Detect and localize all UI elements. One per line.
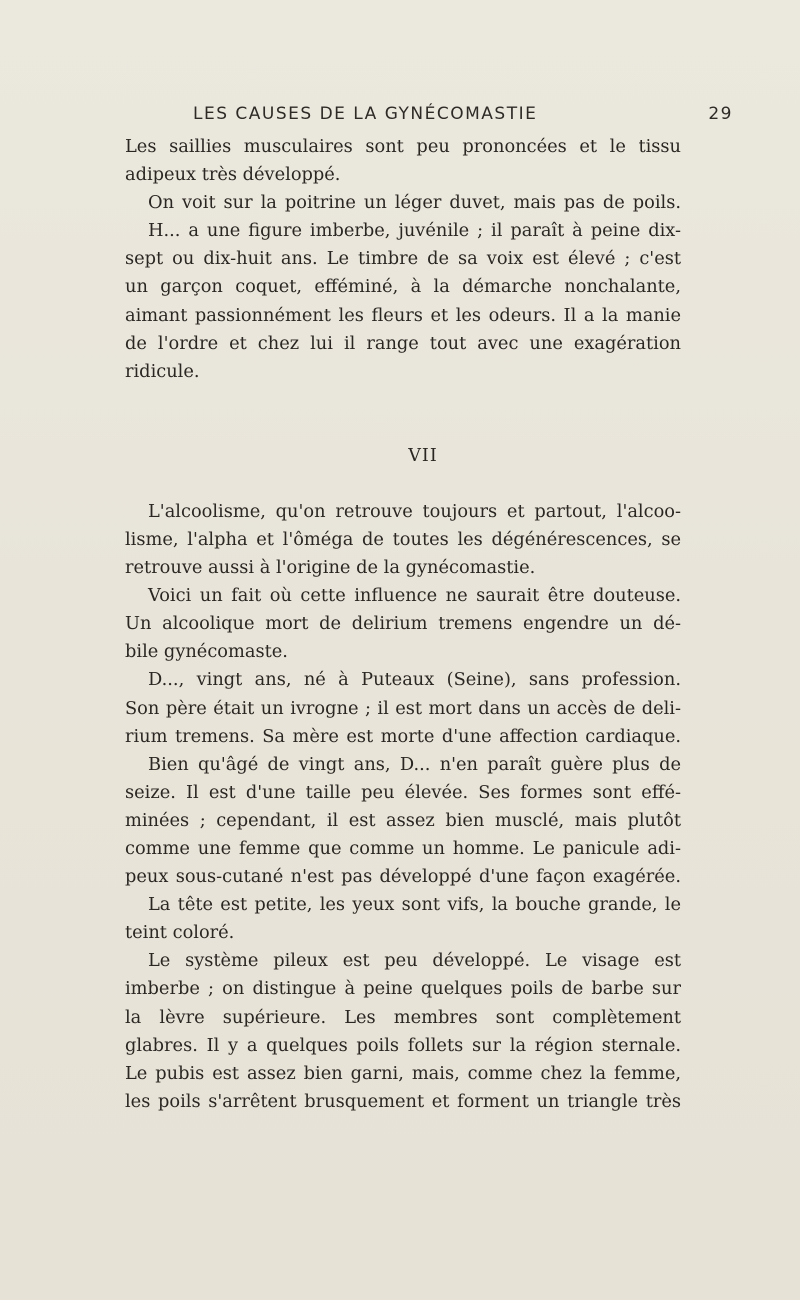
text-line: bile gynécomaste. — [125, 641, 288, 663]
page-number: 29 — [708, 104, 733, 124]
body-text — [125, 133, 681, 1116]
text-line: D..., vingt ans, né à Puteaux (Seine), sans profession. — [148, 669, 681, 691]
text-line: la lèvre supérieure. Les membres sont complètement — [125, 1006, 681, 1028]
text-line: Son père était un ivrogne ; il est mort dans un accès de deli- — [125, 697, 681, 719]
text-line: Les saillies musculaires sont peu prononcées et le tissu — [125, 136, 681, 157]
text-line: H... a une figure imberbe, juvénile ; il paraît à peine dix- — [148, 220, 681, 242]
running-head — [193, 104, 733, 134]
text-line: On voit sur la poitrine un léger duvet, mais pas de poils. — [148, 192, 681, 214]
text-line: adipeux très développé. — [125, 164, 341, 186]
text-line: Voici un fait où cette influence ne saurait être douteuse. — [148, 585, 681, 607]
text-line: un garçon coquet, efféminé, à la démarche nonchalante, — [125, 276, 681, 298]
text-line: les poils s'arrêtent brusquement et forment un triangle très — [125, 1090, 681, 1112]
text-line: retrouve aussi à l'origine de la gynécomastie. — [125, 557, 536, 579]
text-line: lisme, l'alpha et l'ôméga de toutes les dégénérescences, se — [125, 528, 681, 550]
text-line: Le pubis est assez bien garni, mais, comme chez la femme, — [125, 1062, 681, 1084]
text-line: rium tremens. Sa mère est morte d'une affection cardiaque. — [125, 725, 681, 747]
text-line: imberbe ; on distingue à peine quelques poils de barbe sur — [125, 978, 681, 1000]
text-line: seize. Il est d'une taille peu élevée. Ses formes sont effé- — [125, 781, 681, 803]
text-line: sept ou dix-huit ans. Le timbre de sa voix est élevé ; c'est — [125, 248, 681, 270]
text-line: L'alcoolisme, qu'on retrouve toujours et partout, l'alcoo- — [148, 500, 681, 522]
text-line: La tête est petite, les yeux sont vifs, la bouche grande, le — [148, 894, 681, 916]
text-line: Le système pileux est peu développé. Le visage est — [148, 950, 681, 972]
text-line: teint coloré. — [125, 922, 235, 944]
text-line: glabres. Il y a quelques poils follets sur la région sternale. — [125, 1034, 681, 1056]
text-line: Un alcoolique mort de delirium tremens engendre un dé- — [125, 613, 681, 635]
text-line: ridicule. — [125, 360, 200, 382]
text-line: peux sous-cutané n'est pas développé d'une façon exagérée. — [125, 866, 681, 888]
text-line: aimant passionnément les fleurs et les odeurs. Il a la manie — [125, 304, 681, 326]
text-line: minées ; cependant, il est assez bien musclé, mais plutôt — [125, 809, 681, 831]
text-line: comme une femme que comme un homme. Le panicule adi- — [125, 837, 681, 859]
text-line: de l'ordre et chez lui il range tout avec une exagération — [125, 332, 681, 354]
running-title: LES CAUSES DE LA GYNÉCOMASTIE — [193, 104, 538, 124]
section-heading: VII — [408, 445, 438, 466]
text-line: Bien qu'âgé de vingt ans, D... n'en paraît guère plus de — [148, 753, 681, 775]
